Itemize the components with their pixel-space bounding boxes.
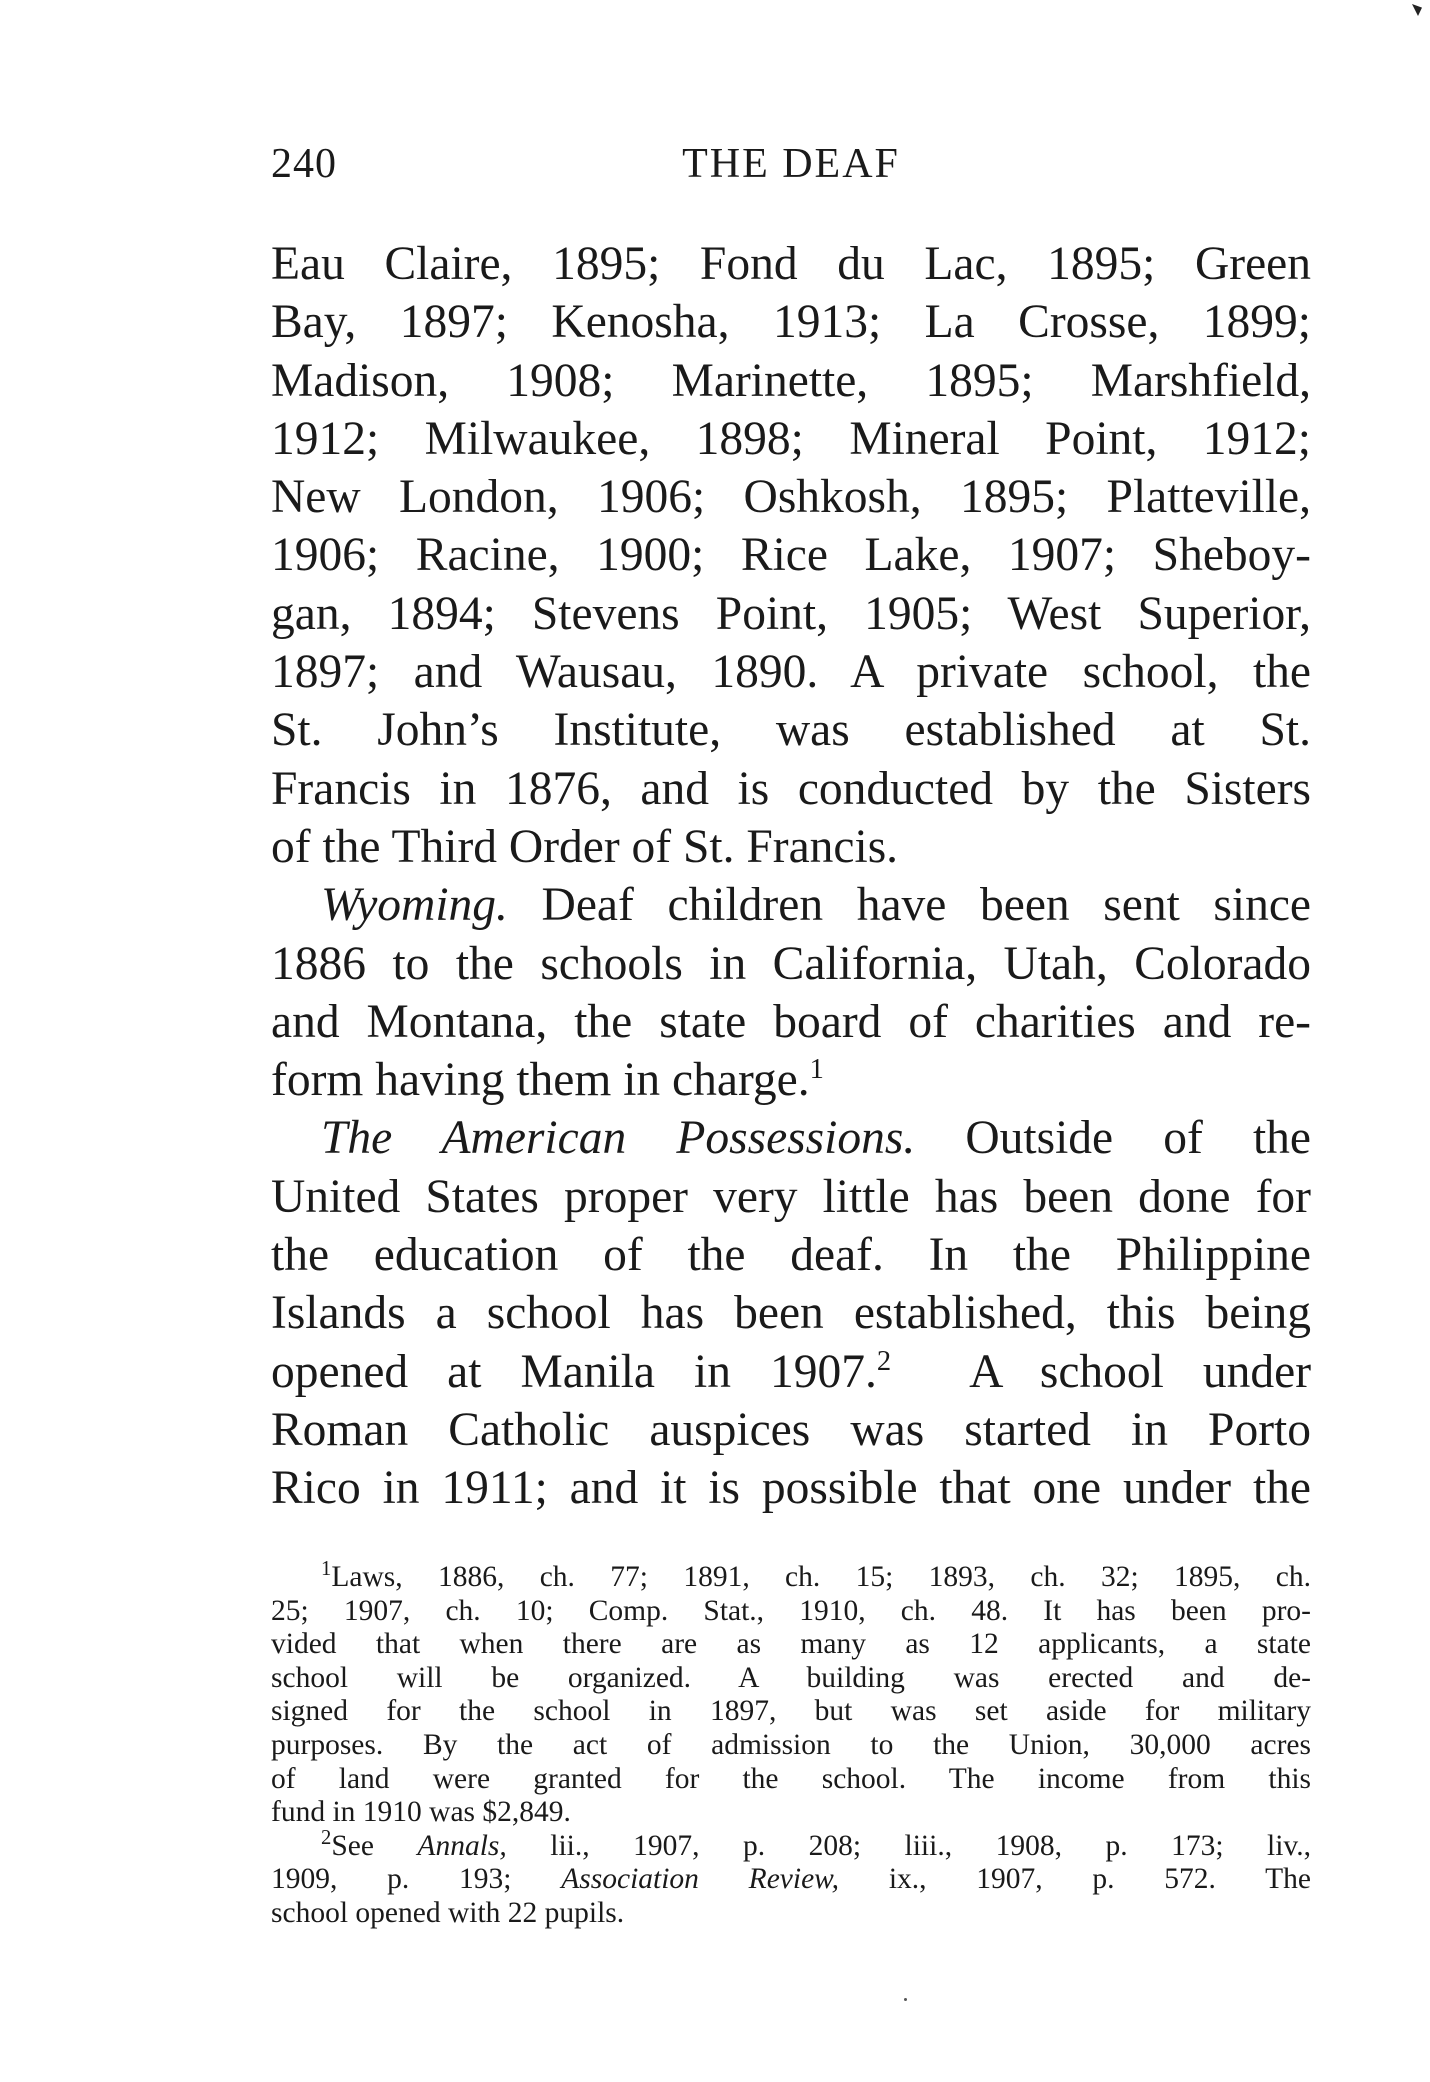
text-line: Francis in 1876, and is conducted by the Sisters bbox=[271, 762, 1311, 815]
footnote-line: school will be organized. A building was erected and de- bbox=[271, 1661, 1311, 1694]
main-text bbox=[271, 235, 1311, 1518]
footnote-reference: 2 bbox=[876, 1345, 892, 1377]
text-fragment: 1909, p. 193; bbox=[271, 1863, 512, 1896]
text-line: St. John’s Institute, was established at St. bbox=[271, 704, 1311, 757]
footnote-line: fund in 1910 was $2,849. bbox=[271, 1796, 571, 1829]
text-line: Bay, 1897; Kenosha, 1913; La Crosse, 1899; bbox=[271, 296, 1311, 349]
text-line: and Montana, the state board of charities and re- bbox=[271, 995, 1311, 1048]
footnote-line: signed for the school in 1897, but was set aside for military bbox=[271, 1695, 1311, 1728]
journal-title: Annals, bbox=[417, 1829, 507, 1862]
text-line: 1897; and Wausau, 1890. A private school, the bbox=[271, 646, 1311, 699]
text-fragment: ix., 1907, p. 572. The bbox=[888, 1863, 1312, 1896]
section-heading-wyoming: Wyoming. bbox=[321, 879, 508, 932]
text-line: 1886 to the schools in California, Utah, Colorado bbox=[271, 937, 1311, 990]
text-fragment: form having them in charge. bbox=[271, 1054, 810, 1107]
footnote-line: school opened with 22 pupils. bbox=[271, 1896, 625, 1929]
footnote-line: 25; 1907, ch. 10; Comp. Stat., 1910, ch. 48. It has been pro- bbox=[271, 1594, 1311, 1627]
text-line: the education of the deaf. In the Philippine bbox=[271, 1229, 1311, 1282]
text-fragment: Laws, 1886, ch. 77; 1891, ch. 15; 1893, ch. 32; 1895, ch. bbox=[331, 1561, 1311, 1593]
text-fragment: lii., 1907, p. 208; liii., 1908, p. 173; liv., bbox=[550, 1829, 1311, 1862]
possessions-paragraph-first-line bbox=[271, 1109, 1311, 1167]
footnote-line bbox=[271, 1863, 1311, 1897]
footnote-2-line bbox=[271, 1826, 1311, 1864]
journal-title: Association Review, bbox=[561, 1863, 840, 1896]
footnote-line: purposes. By the act of admission to the Union, 30,000 acres bbox=[271, 1728, 1311, 1761]
text-line: Rico in 1911; and it is possible that one under the bbox=[271, 1462, 1311, 1515]
text-line bbox=[271, 1051, 1311, 1109]
footnote-line: of land were granted for the school. The income from this bbox=[271, 1762, 1311, 1795]
section-heading-possessions: The American Possessions. bbox=[321, 1112, 916, 1165]
scan-corner-mark bbox=[1412, 4, 1422, 16]
text-line bbox=[271, 1343, 1311, 1401]
text-line: 1912; Milwaukee, 1898; Mineral Point, 1912; bbox=[271, 412, 1311, 465]
footnote-mark: 1 bbox=[321, 1558, 332, 1581]
text-fragment: See bbox=[331, 1829, 374, 1862]
text-fragment: Deaf children have been sent since bbox=[541, 879, 1312, 932]
text-line: United States proper very little has been done for bbox=[271, 1170, 1311, 1223]
text-fragment: A school under bbox=[969, 1345, 1312, 1398]
footnotes bbox=[271, 1558, 1312, 1931]
footnote-1-line bbox=[271, 1558, 1311, 1595]
text-line: 1906; Racine, 1900; Rice Lake, 1907; Sheboy- bbox=[271, 529, 1311, 582]
scan-speck bbox=[904, 1998, 907, 2001]
text-fragment: Outside of the bbox=[965, 1112, 1312, 1165]
footnote-line: vided that when there are as many as 12 applicants, a state bbox=[271, 1628, 1311, 1661]
text-line: Madison, 1908; Marinette, 1895; Marshfield, bbox=[271, 354, 1311, 407]
page-number: 240 bbox=[271, 141, 337, 187]
text-line: gan, 1894; Stevens Point, 1905; West Superior, bbox=[271, 587, 1311, 640]
text-fragment: opened at Manila in 1907. bbox=[271, 1345, 877, 1398]
text-line: Islands a school has been established, this being bbox=[271, 1287, 1311, 1340]
running-title: THE DEAF bbox=[682, 141, 900, 187]
page-header bbox=[271, 140, 1311, 200]
footnote-reference: 1 bbox=[809, 1054, 824, 1086]
text-line: Eau Claire, 1895; Fond du Lac, 1895; Green bbox=[271, 238, 1311, 290]
text-line: Roman Catholic auspices was started in Porto bbox=[271, 1403, 1311, 1456]
wyoming-paragraph-first-line bbox=[271, 876, 1311, 934]
text-line: New London, 1906; Oshkosh, 1895; Platteville, bbox=[271, 471, 1311, 524]
text-line: of the Third Order of St. Francis. bbox=[271, 820, 899, 873]
footnote-mark: 2 bbox=[321, 1826, 332, 1849]
